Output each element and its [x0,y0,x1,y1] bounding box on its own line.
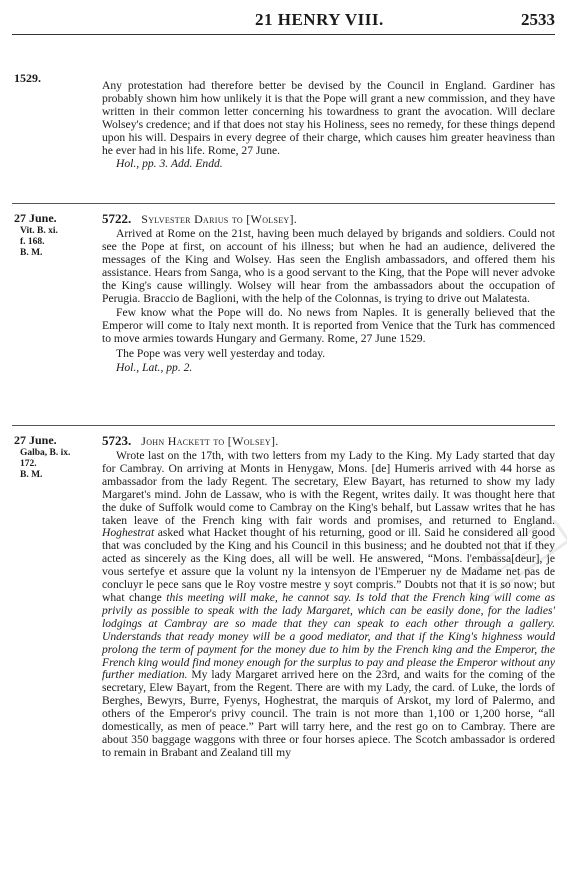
entry-number: 5723. [102,433,132,448]
italic-run: Hoghestrat [102,526,155,540]
entry-separator [12,203,555,204]
manuscript-ref-folio: 172. [20,459,37,469]
entry-title: John Hackett to [Wolsey]. [141,434,279,448]
italic-run: this meeting will make, he cannot say. Is told that the French king will come as privily as possible to speak with the lady Margaret, which can be easily done, for the ladies' lodgings at Cambray are so made that they can speak to each other through a gallery. Understands that ready money will be a good mediator, and that if the King's highness would prolong the term of payment for the money due to him by the French king and the Emperor, the French king would find money enough for the surplus to pay and please the Emperor without any further mediation. [102,590,555,682]
manuscript-ref: Vit. B. xi. [20,226,58,236]
paragraph: Few know what the Pope will do. No news from Naples. It is generally believed that the Emperor will come to Italy next month. It is reported from Venice that the Turk has commenced to move armies towards Hungary and Germany. Rome, 27 June 1529. [102,306,555,346]
endnote [102,158,555,171]
endnote [102,362,555,375]
text-run: asked what Hacket thought of his returning, good or ill. Said he considered all good that was concluded by the King and his Council in this business; and he doubted not that if they acted as sincerely as the King does, all will be well. He answered, “Mons. l'embassa[deur], je vous sertefye et assure que la volunt ny la intensyon de l'Emperuer ny de Madame net pas de concluyr le pece sans que le Roy vostre mestre y soyt compris.” Doubts not that it is so now; but what change [102,526,555,604]
endnote-text: Hol., pp. 3. Add. Endd. [116,157,223,171]
header-rule [12,34,555,35]
endnote-text: Hol., Lat., pp. 2. [116,361,193,375]
entry-date: 27 June. [14,211,57,225]
page-number: 2533 [521,10,555,29]
entry-number: 5722. [102,211,132,226]
margin-year [14,72,100,86]
manuscript-ref-repository: B. M. [20,248,43,258]
stamp-watermark-graphic [455,520,567,600]
manuscript-ref: Galba, B. ix. [20,448,71,458]
margin-5722 [14,212,100,259]
manuscript-ref-folio: f. 168. [20,237,45,247]
margin-5723 [14,434,100,481]
manuscript-ref-repository: B. M. [20,470,43,480]
paragraph: Arrived at Rome on the 21st, having been much delayed by brigands and soldiers. Could not see the Pope at first, on account of his illness; but when he had an audience, delivered the messages of the King and Wolsey. Has seen the English ambassadors, and offered them his assistance. Hears from Sanga, who is a good servant to the King, that the Pope will never advoke the King's cause willingly. Wolsey will hear from the ambassadors about the occupation of Perugia. Braccio de Baglioni, with the help of the Colonnas, is trying to drive out Malatesta. [102,227,555,305]
entry-heading [102,433,555,449]
entry-heading [102,211,555,227]
entry-5722 [102,211,555,375]
paragraph: The Pope was very well yesterday and today. [116,347,326,361]
entry-title: Sylvester Darius to [Wolsey]. [141,212,298,226]
running-header [0,8,567,34]
paragraph [102,450,555,760]
paragraph: Any protestation had therefore better be devised by the Council in England. Gardiner has probably shown him how unlikely it is that the Pope will grant a new commission, and they have written in their common letter concerning his towardness to grant the avocation. Will declare Wolsey's credence; and if that does not stay his Holiness, sees no remedy, for these things depend upon his will. Despairs in every degree of their charge, which causes him greater heaviness than he ever had in his life. Rome, 27 June. [102,79,555,157]
entry-separator [12,425,555,426]
text-run: My lady Margaret arrived here on the 23rd, and waits for the coming of the secretary, Elew Bayart, from the Regent. There are with my Lady, the card. of Luke, the lords of Berghes, Bewyrs, Burre, Fyenys, Hoghestrat, the marquis of Arskot, my lord of Palermo, and others of the Emperor's privy council. The train is not more than 1,100 or 1,200 horse, “all domestically, as men of peace.” Part will tarry here, and the rest go on to Cambray. There are about 350 baggage waggons with three or four horses apiece. The Scotch ambassador is ordered to remain in Brabant and Zealand till my [102,668,556,759]
running-title: 21 HENRY VIII. [255,10,384,29]
year-label: 1529. [14,71,41,85]
entry-date: 27 June. [14,433,57,447]
entry-continuation [102,80,555,171]
text-run: Wrote last on the 17th, with two letters from my Lady to the King. My Lady started that day for Cambray. On arriving at Monts in Henygaw, Mons. [de] Humeris arrived with 44 horse as ambassador from the lady Regent. The secretary, Elew Bayart, has returned to show my lady Margaret's mind. John de Lassaw, who is with the Regent, writes daily. It was thought here that the duke of Suffolk would come to Cambray on the King's behalf, but Lassaw writes that he has taken leave of the French king with fair words and promises, and returned to England. [102,449,555,527]
